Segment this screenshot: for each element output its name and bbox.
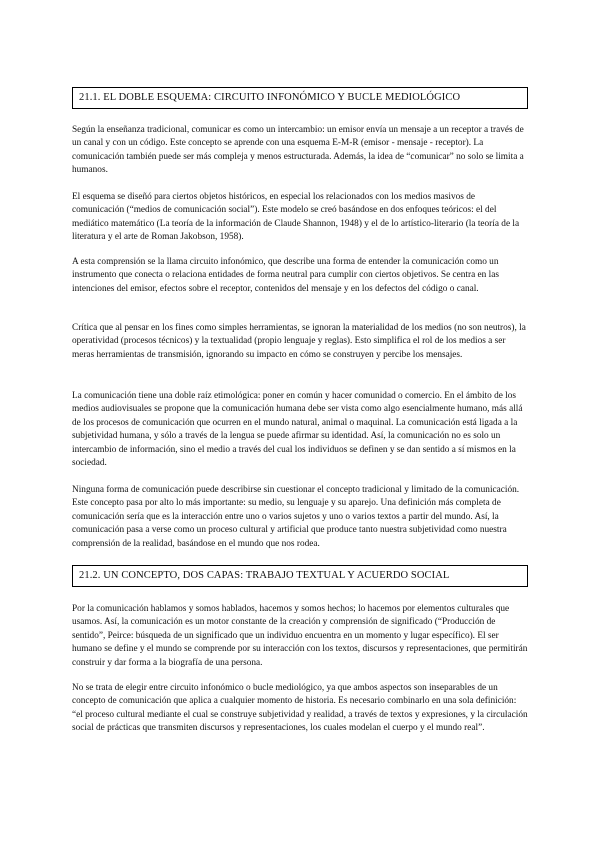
paragraph: A esta comprensión se la llama circuito infonómico, que describe una forma de entender la comunicación como un instrumento que conecta o relaciona entidades de forma neutral para cumplir con ciertos objetivos. Se centra en las intenciones del emisor, efectos sobre el receptor, contenidos del mensaje y en los defectos del código o canal.: [72, 257, 499, 294]
paragraph: No se trata de elegir entre circuito infonómico o bucle mediológico, ya que ambos aspectos son inseparables de un concepto de comunicación que aplica a cualquier momento de historia. Es necesario combinarlo en una sola definición: “el proceso cultural mediante el cual se construye subjetividad y realidad, a través de textos y expresiones, y la circulación social de prácticas que transmiten discursos y representaciones, los cuales modelan el cuerpo y el mundo real”.: [72, 683, 528, 734]
section-heading-21-2: 21.2. UN CONCEPTO, DOS CAPAS: TRABAJO TEXTUAL Y ACUERDO SOCIAL: [72, 565, 528, 587]
paragraph: Por la comunicación hablamos y somos hablados, hacemos y somos hechos; lo hacemos por elementos culturales que usamos. Así, la comunicación es un motor constante de la creación y comprensión de significado (“Producción de sentido”, Peirce: búsqueda de un significado que un individuo encuentra en un momento y lugar específico). El ser humano se define y el mundo se comprende por su interacción con los textos, discursos y representaciones, que permitirán construir y dar forma a la biografía de una persona.: [72, 604, 528, 668]
paragraph: La comunicación tiene una doble raíz etimológica: poner en común y hacer comunidad o comercio. En el ámbito de los medios audiovisuales se propone que la comunicación humana debe ser vista como algo esencialmente humano, más allá de los procesos de comunicación que ocurren en el mundo natural, animal o maquinal. La comunicación está ligada a la subjetividad humana, y sólo a través de la lengua se puede afirmar su identidad. Así, la comunicación no es solo un intercambio de información, sino el medio a través del cual los individuos se definen y se dan sentido a sí mismos en la sociedad.: [72, 391, 523, 469]
paragraph: Ninguna forma de comunicación puede describirse sin cuestionar el concepto tradicional y limitado de la comunicación. Este concepto pasa por alto lo más importante: su medio, su lenguaje y su aparejo. Una definición más completa de comunicación sería que es la interacción entre uno o varios sujetos y uno o varios textos a partir del mundo. Así, la comunicación pasa a verse como un proceso cultural y artificial que produce tanto nuestra subjetividad como nuestra comprensión de la realidad, basándose en el mundo que nos rodea.: [72, 485, 520, 549]
section-heading-21-1: 21.1. EL DOBLE ESQUEMA: CIRCUITO INFONÓMICO Y BUCLE MEDIOLÓGICO: [72, 87, 528, 109]
paragraph: El esquema se diseñó para ciertos objetos históricos, en especial los relacionados con los medios masivos de comunicación (“medios de comunicación social”). Este modelo se creó basándose en dos enfoques teóricos: el del mediático matemático (La teoría de la información de Claude Shannon, 1948) y el de lo artístico-literario (la teoría de la literatura y el arte de Roman Jakobson, 1958).: [72, 192, 520, 243]
paragraph: Crítica que al pensar en los fines como simples herramientas, se ignoran la materialidad de los medios (no son neutros), la operatividad (procesos técnicos) y la textualidad (propio lenguaje y reglas). Esto simplifica el rol de los medios a ser meras herramientas de transmisión, ignorando su impacto en cómo se construyen y percibe los mensajes.: [72, 323, 526, 360]
paragraph: Según la enseñanza tradicional, comunicar es como un intercambio: un emisor envía un mensaje a un receptor a través de un canal y con un código. Este concepto se aprende con una esquema E-M-R (emisor - mensaje - receptor). La comunicación también puede ser más compleja y menos estructurada. Además, la idea de “comunicar” no solo se limita a humanos.: [72, 125, 524, 176]
